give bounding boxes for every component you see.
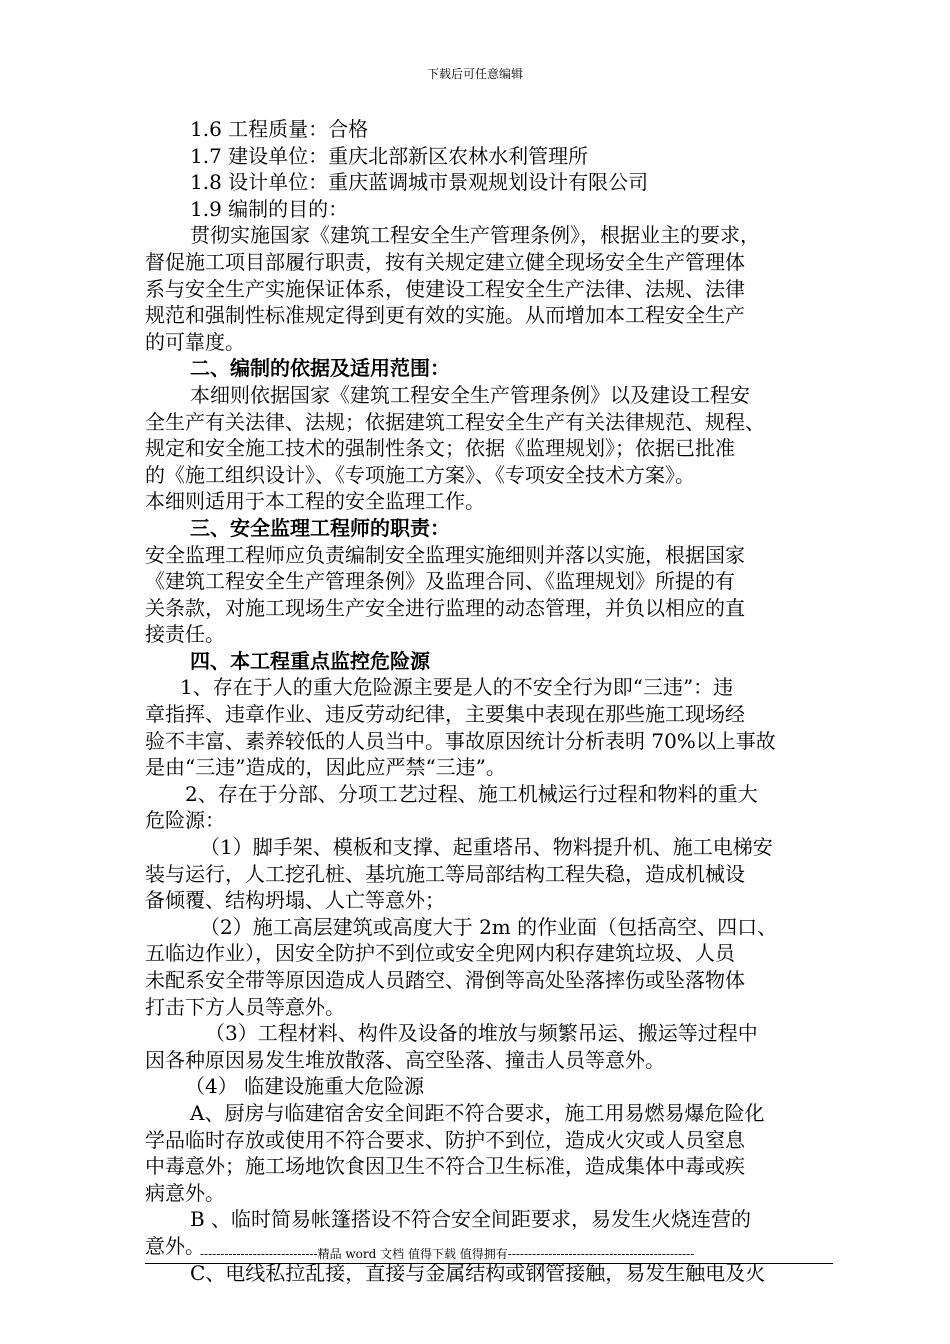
text-line: 1、存在于人的重大危险源主要是人的不安全行为即“三违”：违 bbox=[180, 675, 734, 700]
text-line: 督促施工项目部履行职责，按有关规定建立健全现场安全生产管理体 bbox=[145, 249, 745, 274]
text-line: 的可靠度。 bbox=[145, 329, 245, 354]
page-header-note: 下载后可任意编辑 bbox=[426, 67, 523, 81]
text-line: 贯彻实施国家《建筑工程安全生产管理条例》，根据业主的要求， bbox=[190, 223, 760, 248]
text-line: 备倾覆、结构坍塌、人亡等意外； bbox=[145, 888, 445, 913]
page-footer-note: -----------------------------精品 word 文档 值得下载 值得拥有---------------------------------------------- bbox=[200, 1247, 695, 1261]
text-line: （2）施工高层建筑或高度大于 2m 的作业面（包括高空、四口、 bbox=[200, 914, 778, 939]
section-heading: 四、本工程重点监控危险源 bbox=[190, 648, 430, 673]
text-line: 病意外。 bbox=[145, 1180, 225, 1205]
text-line: 是由“三违”造成的，因此应严禁“三违”。 bbox=[145, 755, 506, 780]
section-heading: 三、安全监理工程师的职责： bbox=[190, 515, 450, 540]
text-line: 学品临时存放或使用不符合要求、防护不到位，造成火灾或人员窒息 bbox=[145, 1127, 745, 1152]
text-line: 意外。 bbox=[145, 1233, 205, 1258]
text-line: 2、存在于分部、分项工艺过程、施工机械运行过程和物料的重大 bbox=[185, 781, 758, 806]
text-line: 本细则适用于本工程的安全监理工作。 bbox=[145, 489, 485, 514]
text-line: 接责任。 bbox=[145, 622, 225, 647]
text-line: （3）工程材料、构件及设备的堆放与频繁吊运、搬运等过程中 bbox=[205, 1021, 758, 1046]
text-line: 装与运行，人工挖孔桩、基坑施工等局部结构工程失稳，造成机械设 bbox=[145, 861, 745, 886]
text-line: B 、临时简易帐篷搭设不符合安全间距要求，易发生火烧连营的 bbox=[190, 1207, 752, 1232]
text-line: 章指挥、违章作业、违反劳动纪律，主要集中表现在那些施工现场经 bbox=[145, 702, 745, 727]
text-line: 的《施工组织设计》、《专项施工方案》、《专项安全技术方案》。 bbox=[145, 462, 695, 487]
text-line: 系与安全生产实施保证体系，使建设工程安全生产法律、法规、法律 bbox=[145, 276, 745, 301]
text-line: 1.9 编制的目的： bbox=[190, 196, 349, 221]
text-line: C、电线私拉乱接，直接与金属结构或钢管接触，易发生触电及火 bbox=[190, 1260, 766, 1285]
text-line: 1.8 设计单位：重庆蓝调城市景观规划设计有限公司 bbox=[190, 170, 649, 195]
text-line: 《建筑工程安全生产管理条例》及监理合同、《监理规划》所提的有 bbox=[145, 569, 735, 594]
text-line: 全生产有关法律、法规；依据建筑工程安全生产有关法律规范、规程、 bbox=[145, 409, 765, 434]
footer-divider bbox=[145, 1263, 833, 1264]
text-line: 打击下方人员等意外。 bbox=[145, 994, 345, 1019]
text-line: 规范和强制性标准规定得到更有效的实施。从而增加本工程安全生产 bbox=[145, 303, 745, 328]
text-line: 1.7 建设单位：重庆北部新区农林水利管理所 bbox=[190, 143, 589, 168]
text-line: （1）脚手架、模板和支撑、起重塔吊、物料提升机、施工电梯安 bbox=[200, 835, 773, 860]
text-line: 1.6 工程质量：合格 bbox=[190, 117, 369, 141]
text-line: 中毒意外；施工场地饮食因卫生不符合卫生标准，造成集体中毒或疾 bbox=[145, 1154, 745, 1179]
document-body bbox=[145, 116, 835, 1286]
text-line: （4） 临建设施重大危险源 bbox=[185, 1074, 425, 1099]
text-line: 规定和安全施工技术的强制性条文；依据《监理规划》；依据已批准 bbox=[145, 436, 735, 461]
text-line: 本细则依据国家《建筑工程安全生产管理条例》以及建设工程安 bbox=[190, 382, 750, 407]
text-line: 验不丰富、素养较低的人员当中。事故原因统计分析表明 70%以上事故 bbox=[145, 728, 776, 753]
text-line: 未配系安全带等原因造成人员踏空、滑倒等高处坠落摔伤或坠落物体 bbox=[145, 968, 745, 992]
section-heading: 二、编制的依据及适用范围： bbox=[190, 356, 450, 381]
text-line: 关条款，对施工现场生产安全进行监理的动态管理，并负以相应的直 bbox=[145, 595, 745, 620]
text-line: 因各种原因易发生堆放散落、高空坠落、撞击人员等意外。 bbox=[145, 1047, 665, 1072]
text-line: A、厨房与临建宿舍安全间距不符合要求，施工用易燃易爆危险化 bbox=[190, 1100, 765, 1125]
text-line: 安全监理工程师应负责编制安全监理实施细则并落以实施，根据国家 bbox=[145, 542, 745, 567]
text-line: 五临边作业），因安全防护不到位或安全兜网内积存建筑垃圾、人员 bbox=[145, 941, 735, 966]
text-line: 危险源： bbox=[145, 808, 225, 833]
